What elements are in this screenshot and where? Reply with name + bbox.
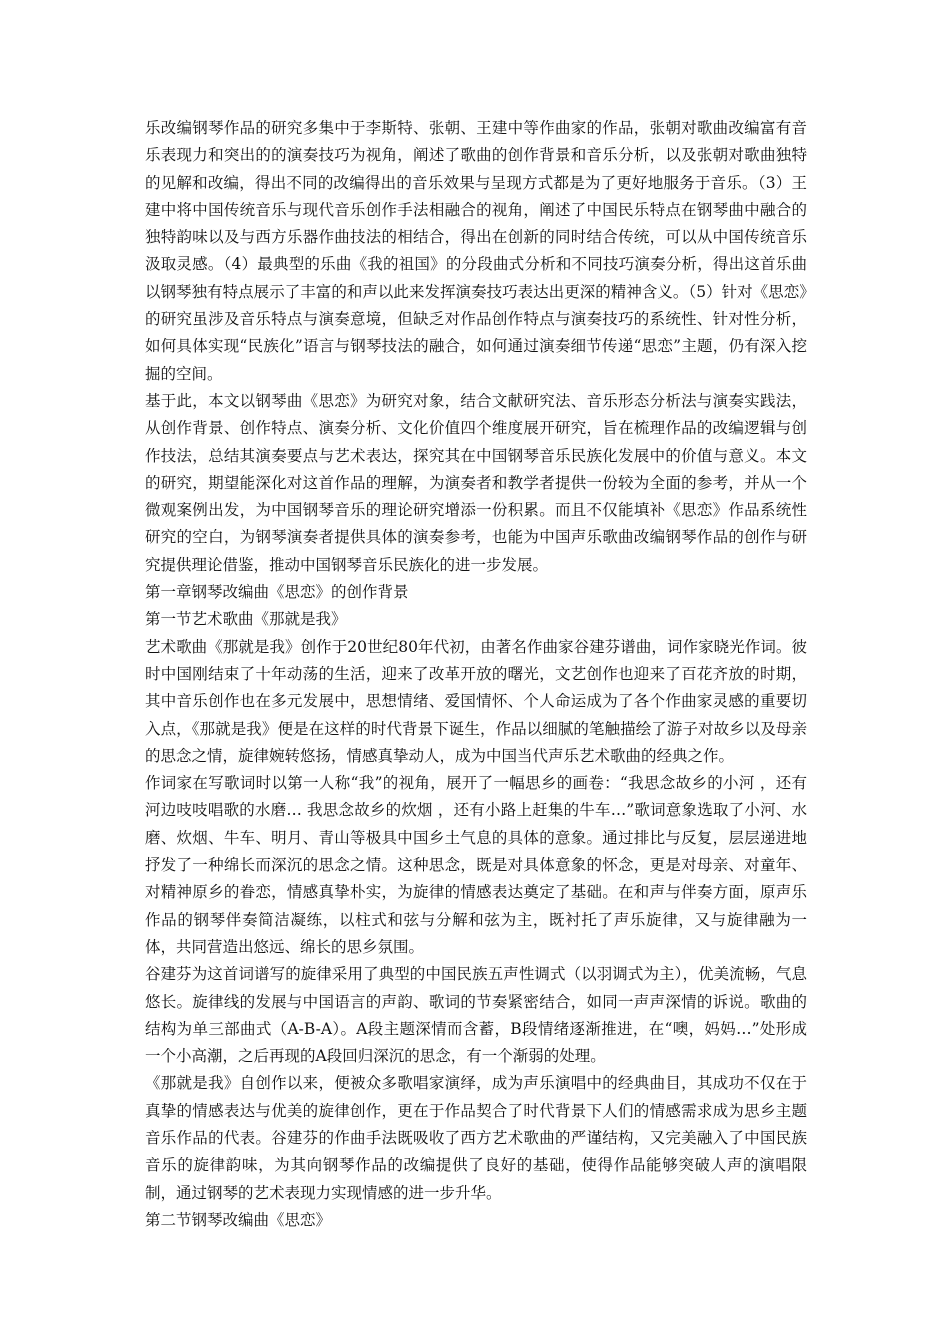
body-paragraph: 谷建芬为这首词谱写的旋律采用了典型的中国民族五声性调式（以羽调式为主），优美流畅，气息悠长。旋律线的发展与中国语言的声韵、歌词的节奏紧密结合，如同一声声深情的诉说。歌曲的结构为单三部曲式（A-B-A）。A段主题深情而含蓄，B段情绪逐渐推进，在“噢，妈妈…”处形成一个小高潮，之后再现的A段回归深沉的思念，有一个渐弱的处理。 (145, 965, 807, 1066)
body-paragraph: 乐改编钢琴作品的研究多集中于李斯特、张朝、王建中等作曲家的作品，张朝对歌曲改编富有音乐表现力和突出的的演奏技巧为视角，阐述了歌曲的创作背景和音乐分析，以及张朝对歌曲独特的见解和改编，得出不同的改编得出的音乐效果与呈现方式都是为了更好地服务于音乐。（3）王建中将中国传统音乐与现代音乐创作手法相融合的视角，阐述了中国民乐特点在钢琴曲中融合的独特韵味以及与西方乐器作曲技法的相结合，得出在创新的同时结合传统，可以从中国传统音乐汲取灵感。（4）最典型的乐曲《我的祖国》的分段曲式分析和不同技巧演奏分析，得出这首乐曲以钢琴独有特点展示了丰富的和声以此来发挥演奏技巧表达出更深的精神含义。（5）针对《思恋》的研究虽涉及音乐特点与演奏意境，但缺乏对作品创作特点与演奏技巧的系统性、针对性分析，如何具体实现“民族化”语言与钢琴技法的融合，如何通过演奏细节传递“思恋”主题，仍有深入挖掘的空间。 (145, 119, 807, 383)
body-paragraph: 《那就是我》自创作以来，便被众多歌唱家演绎，成为声乐演唱中的经典曲目，其成功不仅在于真挚的情感表达与优美的旋律创作，更在于作品契合了时代背景下人们的情感需求成为思乡主题音乐作品的代表。谷建芬的作曲手法既吸收了西方艺术歌曲的严谨结构，又完美融入了中国民族音乐的旋律韵味，为其向钢琴作品的改编提供了良好的基础，使得作品能够突破人声的演唱限制，通过钢琴的艺术表现力实现情感的进一步升华。 (145, 1074, 807, 1202)
body-paragraph: 基于此，本文以钢琴曲《思恋》为研究对象，结合文献研究法、音乐形态分析法与演奏实践法，从创作背景、创作特点、演奏分析、文化价值四个维度展开研究，旨在梳理作品的改编逻辑与创作技法，总结其演奏要点与艺术表达，探究其在中国钢琴音乐民族化发展中的价值与意义。本文的研究，期望能深化对这首作品的理解，为演奏者和教学者提供一份较为全面的参考，并从一个微观案例出发，为中国钢琴音乐的理论研究增添一份积累。而且不仅能填补《思恋》作品系统性研究的空白，为钢琴演奏者提供具体的演奏参考，也能为中国声乐歌曲改编钢琴作品的创作与研究提供理论借鉴，推动中国钢琴音乐民族化的进一步发展。 (145, 391, 807, 574)
body-paragraph: 作词家在写歌词时以第一人称“我”的视角，展开了一幅思乡的画卷：“我思念故乡的小河 ，还有河边吱吱唱歌的水磨… 我思念故乡的炊烟 ，还有小路上赶集的牛车…”歌词意象选取了小河、水磨、炊烟、牛车、明月、青山等极具中国乡土气息的具体的意象。通过排比与反复，层层递进地抒发了一种绵长而深沉的思念之情。这种思念，既是对具体意象的怀念，更是对母亲、对童年、对精神原乡的眷恋，情感真挚朴实，为旋律的情感表达奠定了基础。在和声与伴奏方面，原声乐作品的钢琴伴奏简洁凝练，以柱式和弦与分解和弦为主，既衬托了声乐旋律，又与旋律融为一体，共同营造出悠远、绵长的思乡氛围。 (145, 774, 807, 956)
document-body (145, 115, 807, 1234)
body-paragraph: 艺术歌曲《那就是我》创作于20世纪80年代初，由著名作曲家谷建芬谱曲，词作家晓光作词。彼时中国刚结束了十年动荡的生活，迎来了改革开放的曙光，文艺创作也迎来了百花齐放的时期，其中音乐创作也在多元发展中，思想情绪、爱国情怀、个人命运成为了各个作曲家灵感的重要切入点，《那就是我》便是在这样的时代背景下诞生，作品以细腻的笔触描绘了游子对故乡以及母亲的思念之情，旋律婉转悠扬，情感真挚动人，成为中国当代声乐艺术歌曲的经典之作。 (145, 637, 807, 765)
section-heading: 第一节艺术歌曲《那就是我》 (145, 610, 347, 629)
chapter-heading: 第一章钢琴改编曲《思恋》的创作背景 (145, 583, 409, 602)
section-heading: 第二节钢琴改编曲《思恋》 (145, 1210, 332, 1229)
